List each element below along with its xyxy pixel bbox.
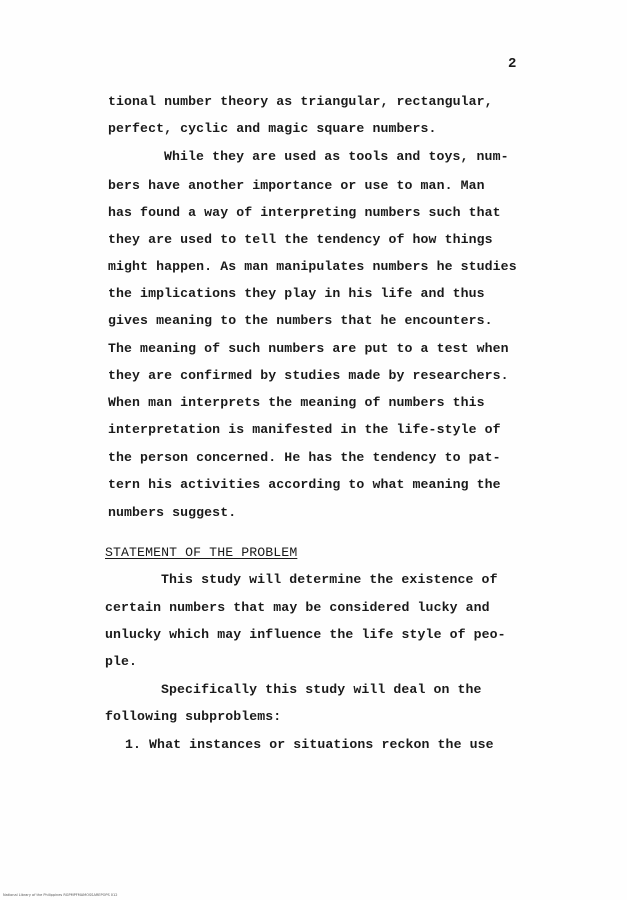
text-line: tional number theory as triangular, rectangular, — [108, 94, 493, 109]
text-line: following subproblems: — [105, 709, 282, 724]
text-line: The meaning of such numbers are put to a test when — [108, 341, 509, 356]
text-line: bers have another importance or use to man. Man — [108, 178, 485, 193]
text-line: ple. — [105, 654, 138, 669]
footer-note: National Library of the Philippines RGPMPFMAMOSSAREPOPS 012 — [3, 893, 118, 897]
text-line: unlucky which may influence the life style of peo- — [105, 627, 506, 642]
text-line: tern his activities according to what meaning the — [108, 477, 501, 492]
text-line: numbers suggest. — [108, 505, 237, 520]
text-line: might happen. As man manipulates numbers he studies — [108, 259, 517, 274]
list-item: 1. What instances or situations reckon the use — [125, 737, 494, 752]
text-line: Specifically this study will deal on the — [161, 682, 482, 697]
text-line: certain numbers that may be considered lucky and — [105, 600, 490, 615]
text-line: While they are used as tools and toys, num- — [164, 149, 509, 164]
text-line: they are confirmed by studies made by researchers. — [108, 368, 509, 383]
text-line: interpretation is manifested in the life-style of — [108, 422, 501, 437]
text-line: has found a way of interpreting numbers such that — [108, 205, 501, 220]
text-line: the implications they play in his life and thus — [108, 286, 485, 301]
page-number: 2 — [508, 56, 517, 72]
text-line: perfect, cyclic and magic square numbers. — [108, 121, 437, 136]
text-line: This study will determine the existence of — [161, 572, 498, 587]
text-line: When man interprets the meaning of numbers this — [108, 395, 485, 410]
text-line: they are used to tell the tendency of how things — [108, 232, 493, 247]
text-line: gives meaning to the numbers that he encounters. — [108, 313, 493, 328]
section-heading: STATEMENT OF THE PROBLEM — [105, 545, 298, 560]
text-line: the person concerned. He has the tendency to pat- — [108, 450, 501, 465]
